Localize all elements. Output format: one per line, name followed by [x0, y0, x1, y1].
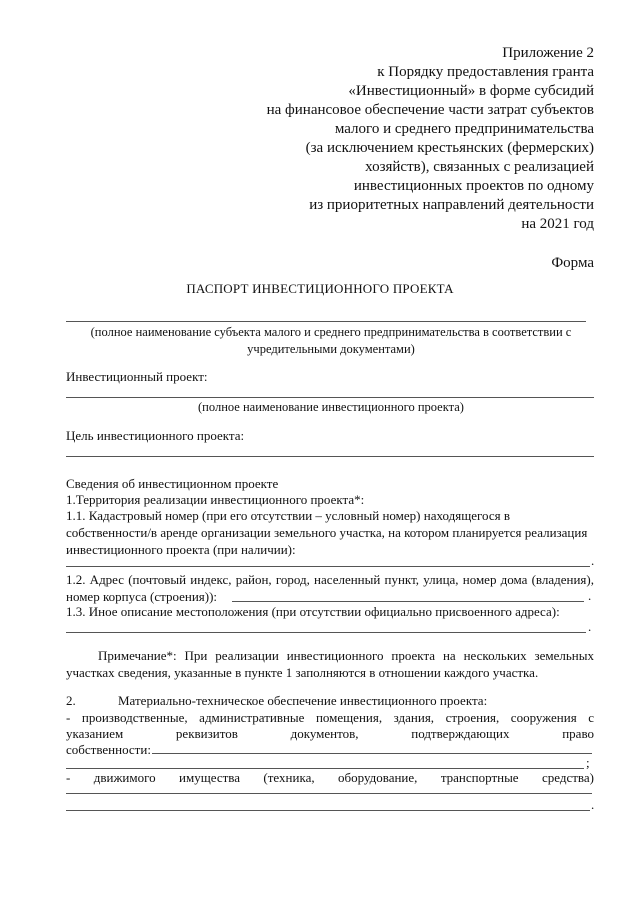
form-label: Форма: [551, 255, 594, 271]
section-2-title: Материально-техническое обеспечение инвестиционного проекта:: [118, 693, 488, 708]
section-1-1-line-3: инвестиционного проекта (при наличии):: [66, 542, 296, 557]
header-line: к Порядку предоставления гранта: [377, 64, 594, 80]
header-line: на финансовое обеспечение части затрат субъектов: [266, 102, 594, 118]
info-heading: Сведения об инвестиционном проекте: [66, 476, 279, 491]
field-end-dot: .: [591, 797, 595, 812]
field-end-dot: .: [588, 588, 592, 603]
header-line: инвестиционных проектов по одному: [353, 178, 594, 194]
section-1-1-line-1: 1.1. Кадастровый номер (при его отсутствии – условный номер) находящегося в: [66, 508, 510, 523]
header-line: на 2021 год: [521, 216, 594, 232]
section-1-2-line-2: номер корпуса (строения)):: [66, 589, 218, 604]
project-label: Инвестиционный проект:: [66, 369, 208, 384]
project-name-field[interactable]: [66, 397, 594, 398]
section-1-3: 1.3. Иное описание местоположения (при отсутствии официально присвоенного адреса):: [66, 604, 560, 619]
section-2-a-line-1: - производственные, административные помещения, здания, строения, сооружения с: [66, 710, 594, 725]
location-description-field[interactable]: [66, 632, 586, 633]
subject-hint-line-2: учредительными документами): [247, 342, 415, 356]
premises-field-1[interactable]: [152, 753, 592, 754]
section-2-b-line-1: - движимого имущества (техника, оборудование, транспортные средства): [66, 770, 594, 785]
project-name-hint: (полное наименование инвестиционного проекта): [198, 400, 464, 414]
address-field[interactable]: [232, 601, 584, 602]
subject-name-field[interactable]: [66, 321, 586, 322]
goal-label: Цель инвестиционного проекта:: [66, 428, 245, 443]
field-end-dot: .: [591, 553, 595, 568]
header-line: из приоритетных направлений деятельности: [309, 197, 594, 213]
subject-name-hint: [66, 324, 596, 358]
goal-field[interactable]: [66, 456, 594, 457]
header-line: «Инвестиционный» в форме субсидий: [348, 83, 594, 99]
movable-property-field-2[interactable]: [66, 810, 590, 811]
header-line: хозяйств), связанных с реализацией: [365, 159, 594, 175]
header-line: малого и среднего предпринимательства: [334, 121, 594, 137]
cadastral-number-field[interactable]: [66, 566, 590, 567]
header-line: (за исключением крестьянских (фермерских): [305, 140, 594, 156]
field-end-semicolon: ;: [586, 755, 590, 770]
section-1-2-line-1: 1.2. Адрес (почтовый индекс, район, город, населенный пункт, улица, номер дома (владения),: [66, 572, 594, 587]
document-title: ПАСПОРТ ИНВЕСТИЦИОННОГО ПРОЕКТА: [186, 281, 454, 296]
section-1-1-line-2: собственности/в аренде организации земельного участка, на котором планируется реализация: [66, 525, 588, 540]
note-line-2: участках сведения, указанные в пункте 1 заполняются в отношении каждого участка.: [66, 665, 539, 680]
header-line: Приложение 2: [502, 45, 594, 61]
field-end-dot: .: [588, 619, 592, 634]
subject-hint-line-1: (полное наименование субъекта малого и среднего предпринимательства в соответствии с: [90, 325, 572, 339]
note-line-1: Примечание*: При реализации инвестиционного проекта на нескольких земельных: [98, 648, 594, 663]
section-1-title: 1.Территория реализации инвестиционного проекта*:: [66, 492, 365, 507]
movable-property-field-1[interactable]: [66, 793, 592, 794]
section-2-a-line-3: собственности:: [66, 742, 151, 757]
appendix-header: [174, 44, 594, 234]
section-2-a-line-2: указанием реквизитов документов, подтверждающих право: [66, 726, 594, 741]
section-2-number: 2.: [66, 693, 76, 708]
